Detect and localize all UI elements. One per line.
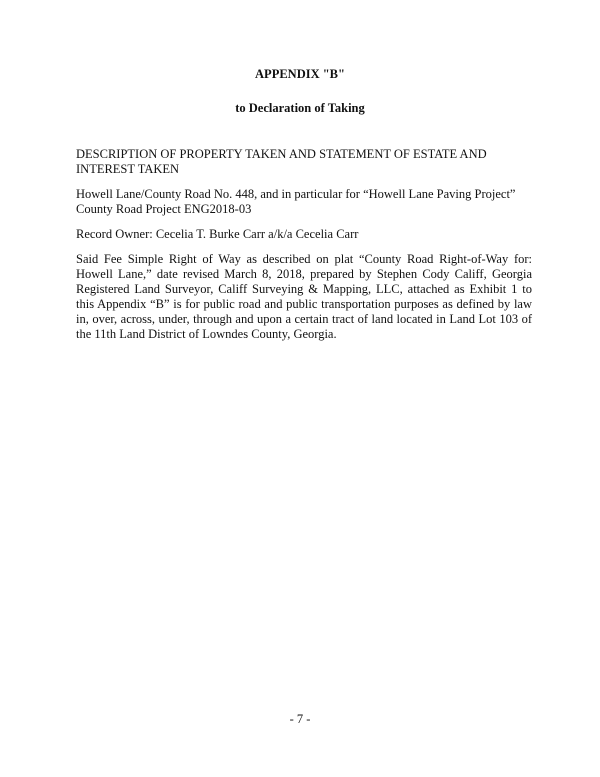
description-heading: DESCRIPTION OF PROPERTY TAKEN AND STATEMENT OF ESTATE AND INTEREST TAKEN (76, 147, 487, 176)
road-paragraph: Howell Lane/County Road No. 448, and in particular for “Howell Lane Paving Project” County Road Project ENG2018-03 (76, 187, 516, 216)
appendix-subtitle: to Declaration of Taking (235, 101, 365, 115)
appendix-title: APPENDIX "B" (255, 67, 345, 81)
record-owner: Record Owner: Cecelia T. Burke Carr a/k/a Cecelia Carr (76, 227, 359, 241)
body-paragraph: Said Fee Simple Right of Way as described on plat “County Road Right-of-Way for: Howell Lane,” date revised March 8, 2018, prepared by Stephen Cody Califf, Georgia Registered Land Surveyor, Califf Surveying & Mapping, LLC, attached as Exhibit 1 to this Appendix “B” is for public road and public transportation purposes as defined by law in, over, across, under, through and upon a certain tract of land located in Land Lot 103 of the 11th Land District of Lowndes County, Georgia. (76, 252, 532, 341)
page-number: - 7 - (289, 712, 311, 726)
